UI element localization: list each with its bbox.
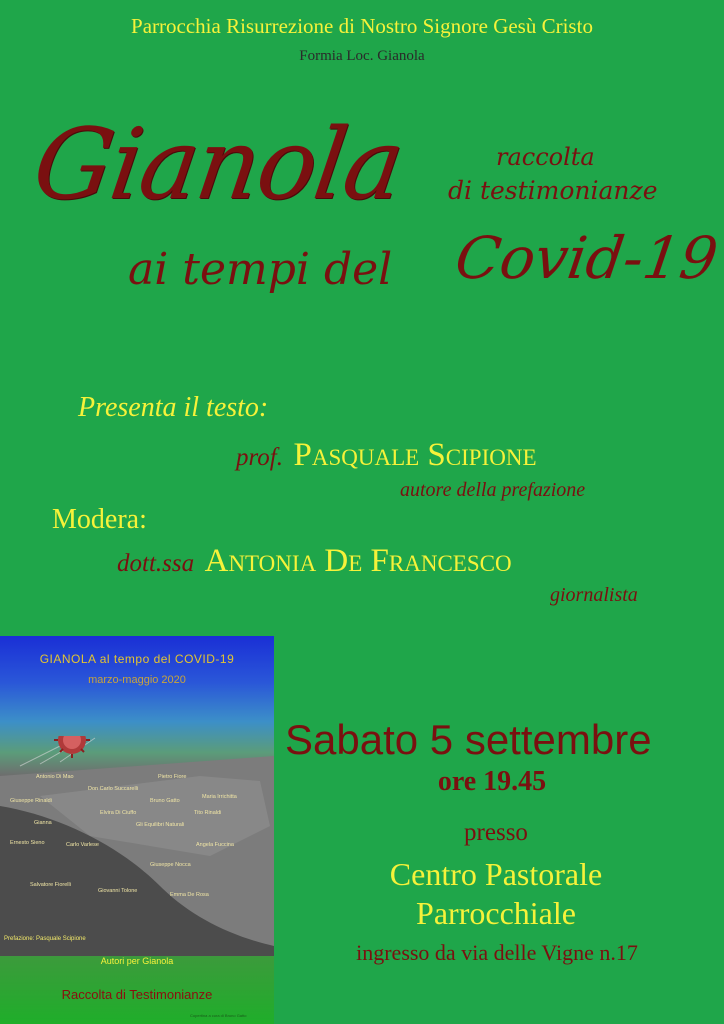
- cover-author-name: Tito Rinaldi: [194, 810, 222, 816]
- presenter-name: Pasquale Scipione: [293, 437, 537, 473]
- cover-author-name: Elvira Di Ciuffo: [100, 810, 137, 816]
- entrance-info: ingresso da via delle Vigne n.17: [356, 940, 638, 965]
- presenter-intro: Presenta il testo:: [78, 392, 269, 423]
- moderator-role: giornalista: [550, 584, 638, 606]
- cover-author-name: Pietro Fiore: [158, 774, 187, 780]
- cover-author-name: Bruno Gatto: [150, 798, 180, 804]
- cover-author-name: Antonio Di Mao: [36, 774, 74, 780]
- event-date: Sabato 5 settembre: [285, 716, 652, 763]
- cover-credit: Copertina a cura di Bruno Gatto: [190, 1013, 247, 1018]
- cover-author-name: Angela Fuccina: [196, 842, 234, 848]
- moderator-name: Antonia De Francesco: [204, 543, 512, 579]
- title-gianola: Gianola: [26, 108, 409, 222]
- cover-author-name: Gianna: [34, 820, 52, 826]
- book-cover: [0, 636, 274, 1024]
- cover-author-name: Salvatore Fiorelli: [30, 882, 71, 888]
- presso-label: presso: [464, 819, 528, 846]
- venue-line-2: Parrocchiale: [416, 895, 576, 931]
- moderator-title: dott.ssa: [117, 550, 195, 577]
- cover-author-name: Giovanni Tolone: [98, 888, 138, 894]
- tagline-raccolta: raccolta: [496, 143, 595, 171]
- moderator-intro: Modera:: [52, 504, 147, 535]
- presenter-line: [236, 434, 537, 474]
- location: Formia Loc. Gianola: [299, 48, 425, 64]
- moderator-line: [117, 540, 512, 580]
- cover-authors: Autori per Gianola: [100, 956, 174, 966]
- subtitle-covid: Covid-19: [451, 224, 722, 292]
- cover-author-name: Maria Irrichitta: [202, 794, 237, 800]
- cover-author-name: Gli Equilibri Naturali: [136, 822, 185, 828]
- presenter-title: prof.: [236, 444, 283, 471]
- cover-author-name: Emma De Rosa: [170, 892, 209, 898]
- parish-name: Parrocchia Risurrezione di Nostro Signore Gesù Cristo: [131, 14, 593, 38]
- cover-author-name: Ernesto Sieno: [10, 840, 45, 846]
- cover-author-name: Carlo Varlese: [66, 842, 99, 848]
- presenter-role: autore della prefazione: [400, 479, 586, 501]
- cover-author-name: Don Carlo Succarelli: [88, 786, 139, 792]
- venue-line-1: Centro Pastorale: [389, 856, 603, 892]
- subtitle-prefix: ai tempi del: [128, 244, 393, 295]
- cover-author-name: Giuseppe Nocca: [150, 862, 191, 868]
- cover-preface: Prefazione: Pasquale Scipione: [4, 936, 86, 942]
- tagline-testimonianze: di testimonianze: [448, 176, 658, 205]
- cover-subtitle: marzo-maggio 2020: [88, 674, 186, 686]
- cover-collection-title: Raccolta di Testimonianze: [61, 987, 213, 1002]
- cover-author-name: Giuseppe Rinaldi: [10, 798, 52, 804]
- event-time: ore 19.45: [437, 766, 547, 797]
- cover-title: GIANOLA al tempo del COVID-19: [39, 652, 235, 666]
- virus-icon: [54, 736, 90, 758]
